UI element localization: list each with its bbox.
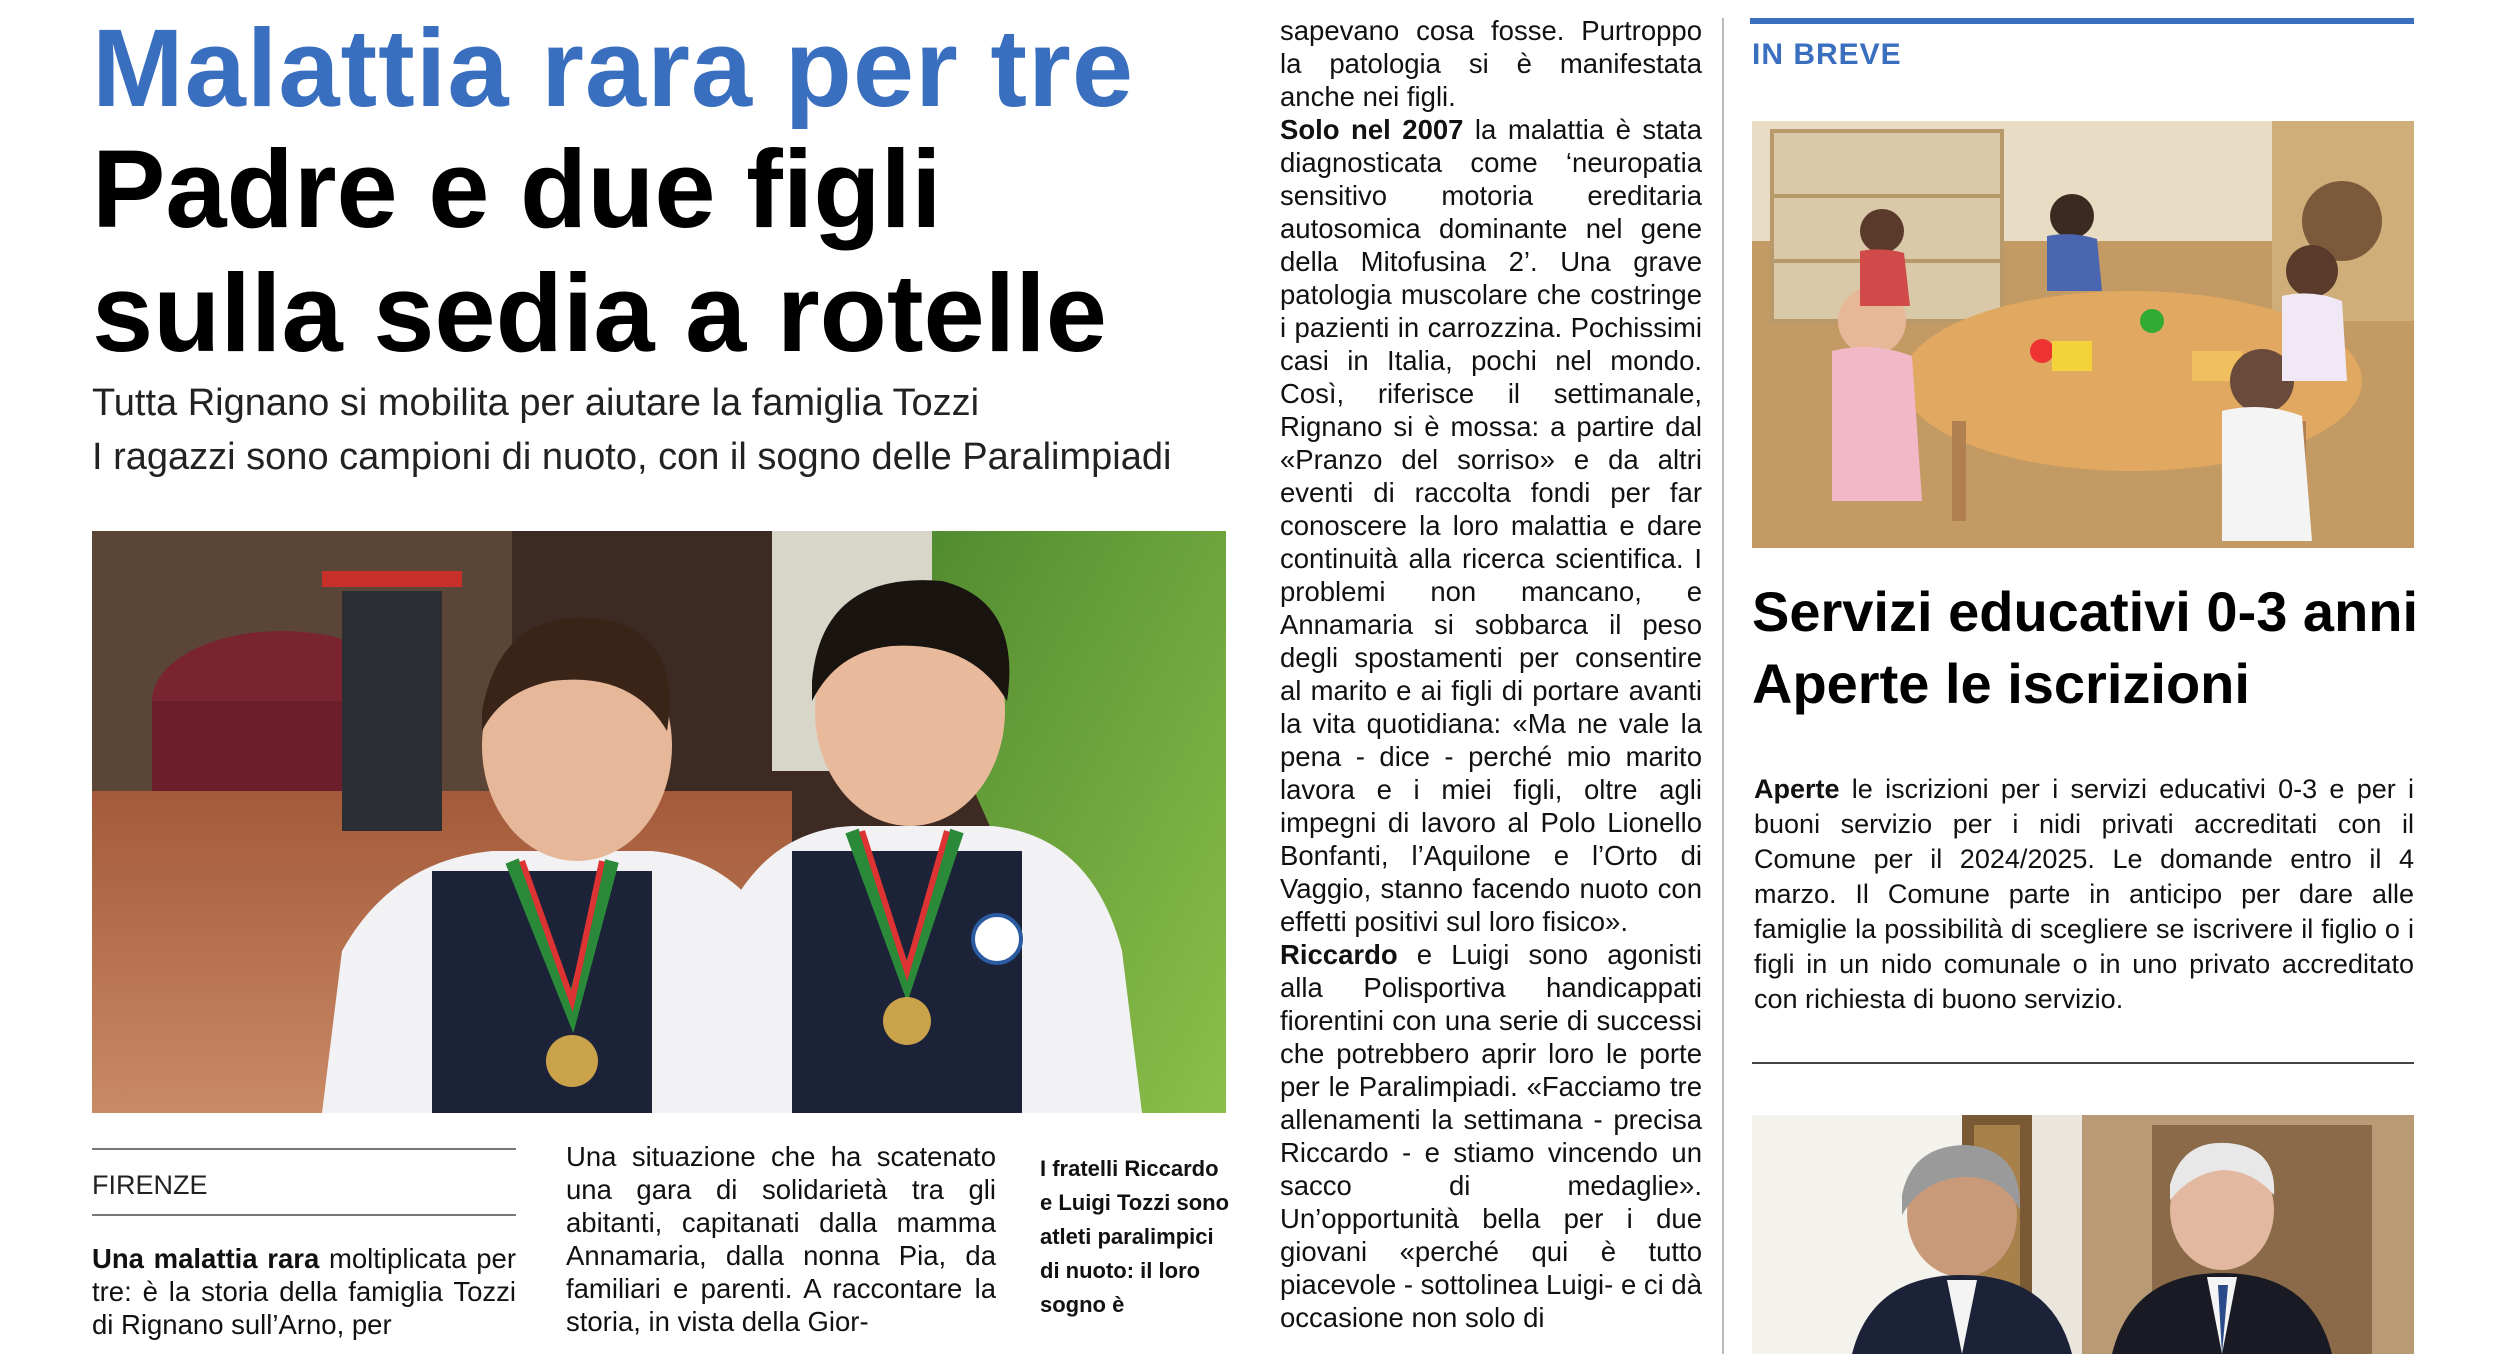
headline-line-2: sulla sedia a rotelle [92, 252, 1107, 375]
article-column-2 [566, 1140, 996, 1338]
col3-p1: sapevano cosa fosse. Purtroppo la patologia si è manifestata anche nei figli. [1280, 15, 1702, 112]
col3-p2-lead: Solo nel 2007 [1280, 114, 1464, 145]
sidebar-top-bar [1750, 18, 2414, 24]
subhead-line-2: I ragazzi sono campioni di nuoto, con il sogno delle Paralimpiadi [92, 436, 1172, 478]
sidebar-headline-line-2: Aperte le iscrizioni [1752, 652, 2250, 715]
sidebar-separator [1752, 1062, 2414, 1064]
headline-line-1: Padre e due figli [92, 128, 942, 251]
article-column-3 [1280, 14, 1702, 1334]
column-divider [1722, 18, 1724, 1354]
article-column-1 [92, 1242, 516, 1341]
dateline-rule-top [92, 1148, 516, 1150]
col1-lead: Una malattia rara [92, 1243, 320, 1274]
article-photo-brothers [92, 531, 1226, 1113]
sidebar-body-lead: Aperte [1754, 774, 1840, 804]
sidebar-body-text: le iscrizioni per i servizi educativi 0-3 e per i buoni servizio per i nidi privati accreditati con il Comune per il 2024/2025. Le domande entro il 4 marzo. Il Comune parte in anticipo per dare alle famiglie la possibilità di scegliere se iscrivere il figlio o i figli in un nido comunale o in uno privato accreditato con richiesta di buono servizio. [1754, 774, 2414, 1014]
dateline: FIRENZE [92, 1170, 208, 1200]
subhead-line-1: Tutta Rignano si mobilita per aiutare la famiglia Tozzi [92, 382, 980, 424]
sidebar-body [1754, 772, 2414, 1017]
sidebar-section-label: IN BREVE [1752, 38, 1902, 71]
article-kicker: Malattia rara per tre [92, 7, 1134, 130]
article-subheadline [92, 376, 1171, 484]
col2-text: Una situazione che ha scatenato una gara di solidarietà tra gli abitanti, capitanati dalla mamma Annamaria, dalla nonna Pia, da familiari e parenti. A raccontare la storia, in vista della Gior- [566, 1141, 996, 1337]
col3-p3-text: e Luigi sono agonisti alla Polisportiva handicappati fiorentini con una serie di successi che potrebbero aprir loro le porte per le Paralimpiadi. «Facciamo tre allenamenti la settimana - precisa Riccardo - e stiamo vincendo un sacco di medaglie». Un’opportunità bella per i due giovani «perché qui è tutto piacevole - sottolinea Luigi- e ci dà occasione non solo di [1280, 939, 1702, 1333]
col1-text: moltiplicata per tre: è la storia della famiglia Tozzi di Rignano sull’Arno, per [92, 1243, 516, 1340]
sidebar-photo-ceremony [1752, 1115, 2414, 1354]
sidebar-headline [1752, 576, 2432, 720]
col3-p3-lead: Riccardo [1280, 939, 1398, 970]
photo-caption: I fratelli Riccardo e Luigi Tozzi sono atleti paralimpici di nuoto: il loro sogno è [1040, 1156, 1230, 1317]
sidebar-photo-nursery [1752, 121, 2414, 548]
col3-p2-text: la malattia è stata diagnosticata come ‘neuropatia sensitivo motoria ereditaria autosomica dominante nel gene della Mitofusina 2’. Una grave patologia muscolare che costringe i pazienti in carrozzina. Pochissimi casi in Italia, pochi nel mondo. Così, riferisce il settimanale, Rignano si è mossa: a partire dal «Pranzo del sorriso» e da altri eventi di raccolta fondi per far conoscere la loro malattia e dare continuità alla ricerca scientifica. I problemi non mancano, e Annamaria si sobbarca il peso degli spostamenti per consentire al marito e ai figli di portare avanti la vita quotidiana: «Ma ne vale la pena - dice - perché mio marito lavora e i miei figli, oltre agli impegni di lavoro al Polo Lionello Bonfanti, l’Aquilone e l’Orto di Vaggio, stanno facendo nuoto con effetti positivi sul loro fisico». [1280, 114, 1702, 937]
dateline-rule-bottom [92, 1214, 516, 1216]
sidebar-headline-line-1: Servizi educativi 0-3 anni [1752, 580, 2419, 643]
article-headline [92, 128, 1107, 376]
